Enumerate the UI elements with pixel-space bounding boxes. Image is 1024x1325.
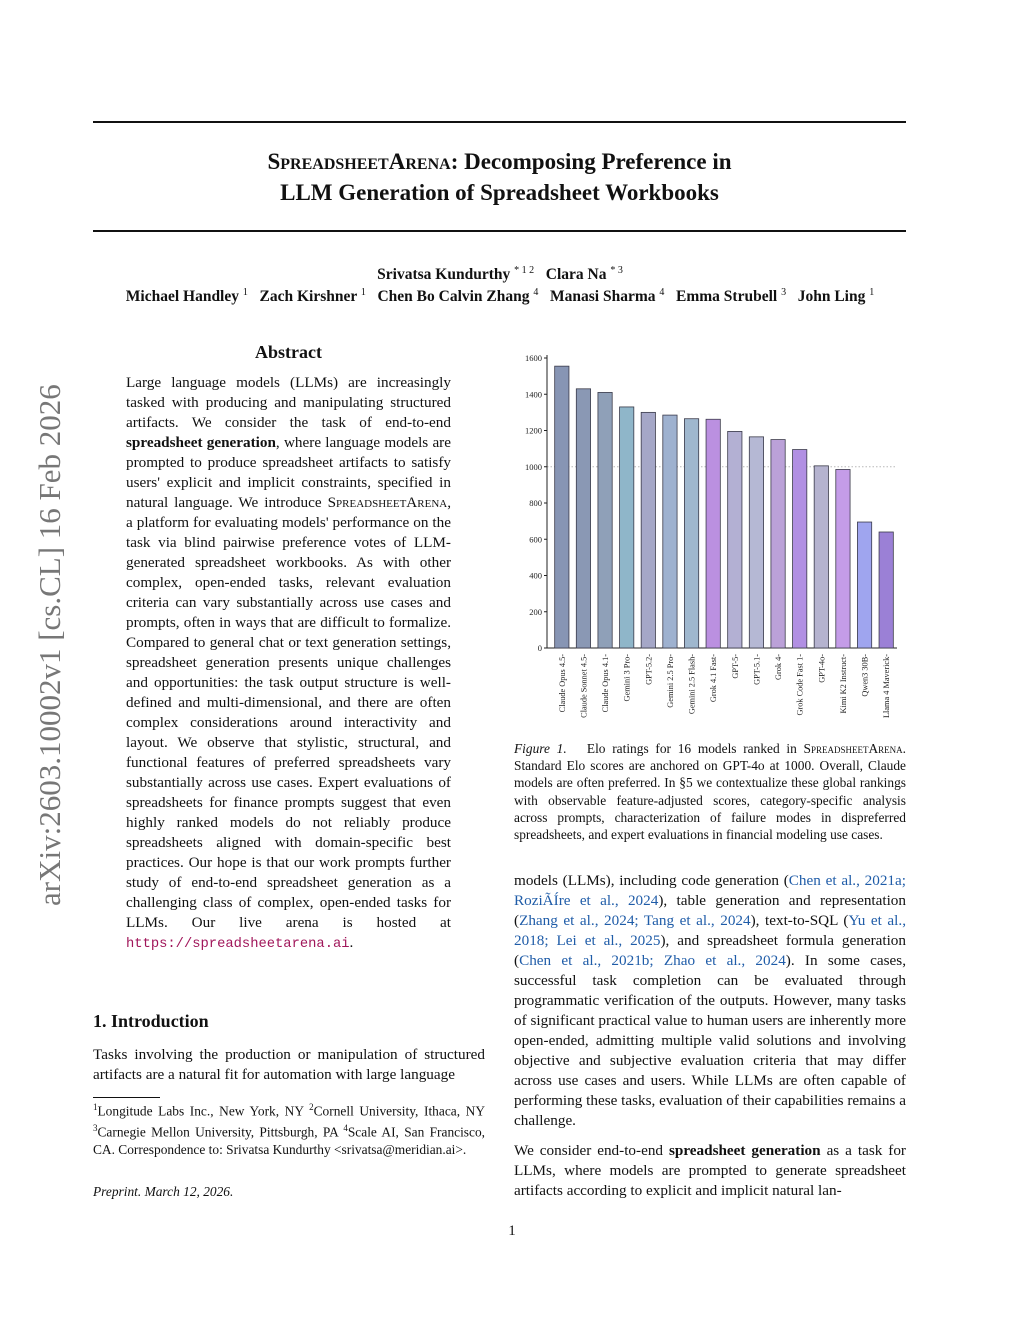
paper-title <box>93 146 906 208</box>
x-tick-label: GPT-5.1- <box>752 654 762 685</box>
bar-grok-code-fast-1 <box>793 450 807 648</box>
bar-gpt-5-1 <box>749 437 763 648</box>
abstract-bold-term: spreadsheet generation <box>126 434 276 451</box>
author-row-1 <box>60 265 940 284</box>
citation-link[interactable]: Zhang et al., 2024; Tang et al., 2024 <box>519 912 751 929</box>
y-tick-label: 200 <box>529 606 542 617</box>
bar-claude-sonnet-4-5 <box>576 389 590 648</box>
x-tick-label: Qwen3 30B- <box>860 654 870 697</box>
y-tick-label: 400 <box>529 570 542 581</box>
x-tick-label: Claude Sonnet 4.5- <box>579 654 589 718</box>
x-tick-label: Grok 4- <box>774 654 784 681</box>
y-tick-label: 800 <box>529 498 542 508</box>
author: Chen Bo Calvin Zhang $^4$ <box>377 287 539 306</box>
author: Emma Strubell $^3$ <box>676 287 787 306</box>
author: Zach Kirshner $^1$ <box>259 287 366 306</box>
x-tick-label: Grok Code Fast 1- <box>795 654 805 716</box>
citation-link[interactable]: Chen et al., 2021b; Zhao et al., 2024 <box>519 952 786 969</box>
author: Srivatsa Kundurthy $^{* 1 2}$ <box>377 265 535 284</box>
x-tick-label: GPT-5.2- <box>644 654 654 685</box>
y-tick-label: 1200 <box>525 425 542 436</box>
abstract-heading: Abstract <box>255 342 322 362</box>
bar-kimi-k2-instruct <box>836 469 850 648</box>
bar-gpt-4o <box>814 466 828 648</box>
title-bottom-rule <box>93 230 906 232</box>
x-tick-label: Kimi K2 Instruct- <box>838 654 848 714</box>
bar-gpt-5 <box>728 431 742 648</box>
section-heading-introduction: 1. Introduction <box>93 1011 209 1031</box>
y-tick-label: 1400 <box>525 389 542 400</box>
figure-label: Figure 1. <box>514 741 567 756</box>
author-row-2 <box>60 287 940 306</box>
figure-caption: Figure 1. Elo ratings for 16 models ranked in SpreadsheetArena. Standard Elo scores are anchored on GPT-4o at 1000. Overall, Claude models are often preferred. In §5 we contextualize these global rankings with observable feature-adjusted scores, category-specific analysis across prompts, characterization of failure modes in dispreferred spreadsheets, and expert evaluations in financial modeling use cases. <box>514 741 907 843</box>
x-tick-label: Llama 4 Maverick- <box>882 654 892 719</box>
bar-gemini-2-5-flash <box>684 419 698 648</box>
citation-link[interactable]: Chen et al., 2021a; RoziÃÍre et al., 2024 <box>514 872 906 909</box>
author: Michael Handley $^1$ <box>125 287 248 306</box>
footnote-rule <box>93 1097 160 1098</box>
author: John Ling $^1$ <box>797 287 875 306</box>
affiliations-footnote: $^1$Longitude Labs Inc., New York, NY $^2$Cornell University, Ithaca, NY $^3$Carnegie Mellon University, Pittsburgh, PA $^4$Scale AI, San Francisco, CA. Correspondence to: Srivatsa Kundurthy <srivatsa@meridian.ai>. <box>93 1102 485 1157</box>
bar-grok-4 <box>771 440 785 648</box>
elo-bar-chart <box>505 345 905 730</box>
spreadsheet-generation-paragraph: We consider end-to-end spreadsheet generation as a task for LLMs, where models are prompted to generate spreadsheet artifacts according to explicit and implicit natural lan- <box>514 1142 906 1199</box>
abstract-body: Large language models (LLMs) are increasingly tasked with producing and manipulating structured artifacts. We consider the task of end-to-end spreadsheet generation, where language models are prompted to produce spreadsheet artifacts to satisfy users' explicit and implicit constraints, specified in natural language. We introduce SpreadsheetArena, a platform for evaluating models' performance on the task via blind pairwise preference votes of LLM-generated spreadsheet workbooks. As with other complex, open-ended tasks, relevant evaluation criteria can vary substantially across use cases and prompts, often in ways that are difficult to formalize. Compared to general chat or text generation settings, spreadsheet generation presents unique challenges and opportunities: the task output structure is well-defined and multi-dimensional, and there are often complex considerations around interactivity and layout. We observe that stylistic, structural, and functional features of preferred spreadsheets vary substantially across use cases. Expert evaluations of spreadsheets for finance prompts suggest that even highly ranked models do not reliably produce spreadsheets aligned with domain-specific best practices. Our hope is that our work prompts further study of end-to-end spreadsheet generation as a challenging class of complex, open-ended tasks for LLMs. Our live arena is hosted at https://spreadsheetarena.ai. <box>126 374 452 952</box>
x-tick-label: Gemini 3 Pro- <box>622 654 632 702</box>
title-line2: LLM Generation of Spreadsheet Workbooks <box>280 180 719 205</box>
bar-qwen3-30b <box>857 522 871 648</box>
author: Manasi Sharma $^4$ <box>550 287 665 306</box>
x-tick-label: Claude Opus 4.1- <box>601 654 611 713</box>
intro-paragraph: Tasks involving the production or manipulation of structured artifacts are a natural fit for automation with large language <box>93 1046 485 1083</box>
preprint-note: Preprint. March 12, 2026. <box>93 1184 234 1199</box>
x-tick-label: GPT-4o- <box>817 654 827 683</box>
citation-link[interactable]: Yu et al., 2018; Lei et al., 2025 <box>514 912 906 949</box>
arxiv-sidebar-stamp: arXiv:2603.10002v1 [cs.CL] 16 Feb 2026 <box>32 384 67 906</box>
x-tick-label: Grok 4.1 Fast- <box>709 654 719 703</box>
bar-gemini-2-5-pro <box>663 415 677 648</box>
x-tick-label: Claude Opus 4.5- <box>557 654 567 713</box>
bar-gpt-5-2 <box>641 412 655 648</box>
x-tick-label: Gemini 2.5 Pro- <box>665 654 675 708</box>
bar-gemini-3-pro <box>620 407 634 648</box>
page-number: 1 <box>508 1223 516 1239</box>
x-tick-label: GPT-5- <box>730 654 740 679</box>
bar-claude-opus-4-5 <box>555 366 569 648</box>
arena-url-link[interactable]: https://spreadsheetarena.ai <box>126 937 350 952</box>
author: Clara Na $^{* 3}$ <box>545 265 623 284</box>
y-tick-label: 1000 <box>525 461 542 472</box>
intro-paragraph-continued: models (LLMs), including code generation (Chen et al., 2021a; RoziÃÍre et al., 2024), table generation and representation (Zhang et al., 2024; Tang et al., 2024), text-to-SQL (Yu et al., 2018; Lei et al., 2025), and spreadsheet formula generation (Chen et al., 2021b; Zhao et al., 2024). In some cases, successful task completion can be evaluated through programmatic verification of the outputs. However, many tasks of significant practical value to human users are inherently more open-ended, admitting multiple valid solutions and involving objective and subjective evaluation criteria that may differ across use cases and users. While LLMs are often capable of performing these tasks, evaluation of their capabilities remains a challenge. <box>514 872 907 1129</box>
title-top-rule <box>93 121 906 123</box>
x-tick-label: Gemini 2.5 Flash- <box>687 654 697 715</box>
bar-llama-4-maverick <box>879 532 893 648</box>
bar-grok-4-1-fast <box>706 419 720 648</box>
bar-claude-opus-4-1 <box>598 392 612 648</box>
y-tick-label: 1600 <box>525 353 542 363</box>
title-system-name: SpreadsheetArena <box>267 149 451 174</box>
title-line1-rest: : Decomposing Preference in <box>450 149 732 174</box>
y-tick-label: 0 <box>537 643 542 653</box>
y-tick-label: 600 <box>529 534 542 545</box>
